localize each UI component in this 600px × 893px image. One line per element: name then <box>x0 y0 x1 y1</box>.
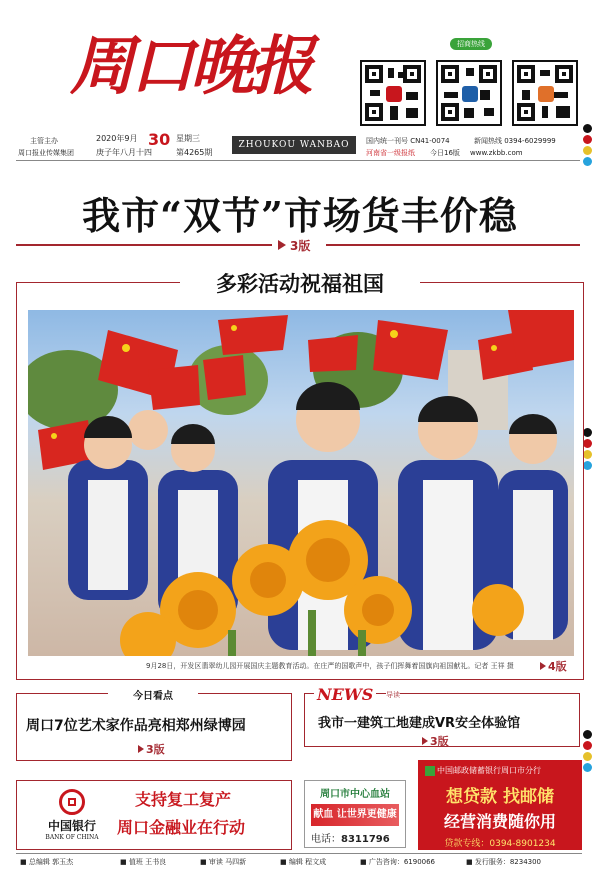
footer-reviewer: ■ 审读 马四新 <box>200 858 247 866</box>
postal-slogan-1: 想贷款 找邮储 <box>446 787 554 807</box>
cn-number: 国内统一刊号 CN41-0074 <box>366 137 450 145</box>
bank-slogan-2: 周口金融业在行动 <box>117 818 246 837</box>
postal-slogan-2: 经营消费随你用 <box>443 812 556 831</box>
footer-editor: ■ 编辑 程文成 <box>280 858 327 866</box>
headline-page-ref[interactable]: 3版 <box>290 239 311 253</box>
footer-duty-editor: ■ 值班 王书良 <box>120 858 167 866</box>
headline-rule-right <box>326 244 580 246</box>
today-page-ref[interactable]: 3版 <box>146 743 165 756</box>
qr-code-3[interactable] <box>512 60 578 126</box>
postal-org: 中国邮政储蓄银行周口市分行 <box>437 766 541 775</box>
honor-label: 河南省一级报纸 <box>366 149 415 157</box>
color-registration-marks-low <box>583 730 593 774</box>
blood-phone-label: 电话： <box>311 834 341 845</box>
issue-number: 第4265期 <box>176 148 213 157</box>
qr-code-2[interactable] <box>436 60 502 126</box>
blood-station-slogan: 献血 让世界更健康 <box>311 804 399 826</box>
caption-arrow-icon <box>540 662 546 670</box>
masthead-divider <box>16 160 580 161</box>
bank-logo-cn: 中国银行 <box>47 819 96 833</box>
photo-illustration <box>28 310 574 656</box>
publisher-label: 主管主办 <box>30 137 58 145</box>
website[interactable]: www.zkbb.com <box>470 149 523 157</box>
news-text[interactable]: 我市一建筑工地建成VR安全体验馆 <box>318 716 521 731</box>
blood-station-title: 周口市中心血站 <box>320 789 390 800</box>
arrow-icon <box>422 737 428 745</box>
arrow-icon <box>278 240 286 250</box>
page-count: 今日16版 <box>430 149 460 157</box>
footer-divider <box>16 853 582 854</box>
footer-chief-editor: ■ 总编辑 郭玉杰 <box>20 858 74 866</box>
color-registration-marks <box>583 124 593 168</box>
postal-logo-icon <box>425 766 435 776</box>
color-registration-marks-mid <box>583 428 593 472</box>
date-weekday: 星期三 <box>176 134 200 143</box>
today-highlights-label: 今日看点 <box>108 687 198 702</box>
qr-code-1[interactable] <box>360 60 426 126</box>
lead-photo[interactable] <box>28 310 574 656</box>
headline-rule-left <box>16 244 272 246</box>
pinyin-title: ZHOUKOU WANBAO <box>232 136 356 154</box>
bank-logo-en: BANK OF CHINA <box>45 834 99 841</box>
footer-ad-hotline: ■ 广告咨询：6190066 <box>360 858 436 866</box>
blood-phone: 8311796 <box>341 834 390 845</box>
today-highlights-text[interactable]: 周口7位艺术家作品亮相郑州绿博园 <box>26 718 246 734</box>
promo-badge: 招商热线 <box>450 38 492 50</box>
blood-station-ad[interactable] <box>304 780 406 848</box>
bank-ad[interactable] <box>16 780 292 850</box>
date-lunar: 庚子年八月十四 <box>96 148 152 157</box>
bank-logo <box>27 787 117 847</box>
postal-bank-ad[interactable] <box>418 760 582 850</box>
news-sub-label: 导读 <box>386 691 400 699</box>
photo-page-ref[interactable]: 4版 <box>548 660 567 673</box>
news-label: NEWS <box>314 685 376 704</box>
photo-section-title: 多彩活动祝福祖国 <box>180 268 420 298</box>
footer-distribution-hotline: ■ 发行服务：8234300 <box>466 858 542 866</box>
publisher-name: 周口报业传媒集团 <box>18 149 74 157</box>
bank-slogan-1: 支持复工复产 <box>135 790 232 809</box>
photo-caption: 9月28日，开发区翡翠幼儿园开展国庆主题教育活动。在庄严的国歌声中，孩子们挥舞着国旗向祖国献礼。记者 王祥 摄 <box>146 662 514 670</box>
masthead-title: 周口晚报 <box>70 29 310 104</box>
arrow-icon <box>138 745 144 753</box>
date-prefix: 2020年9月 <box>96 134 138 143</box>
news-hotline: 新闻热线 0394-6029999 <box>474 137 556 145</box>
news-page-ref[interactable]: 3版 <box>430 735 449 748</box>
postal-hotline: 贷款专线：0394-8901234 <box>444 839 556 849</box>
main-headline[interactable]: 我市“双节”市场货丰价稳 <box>82 193 518 238</box>
date-day: 30 <box>148 130 171 149</box>
